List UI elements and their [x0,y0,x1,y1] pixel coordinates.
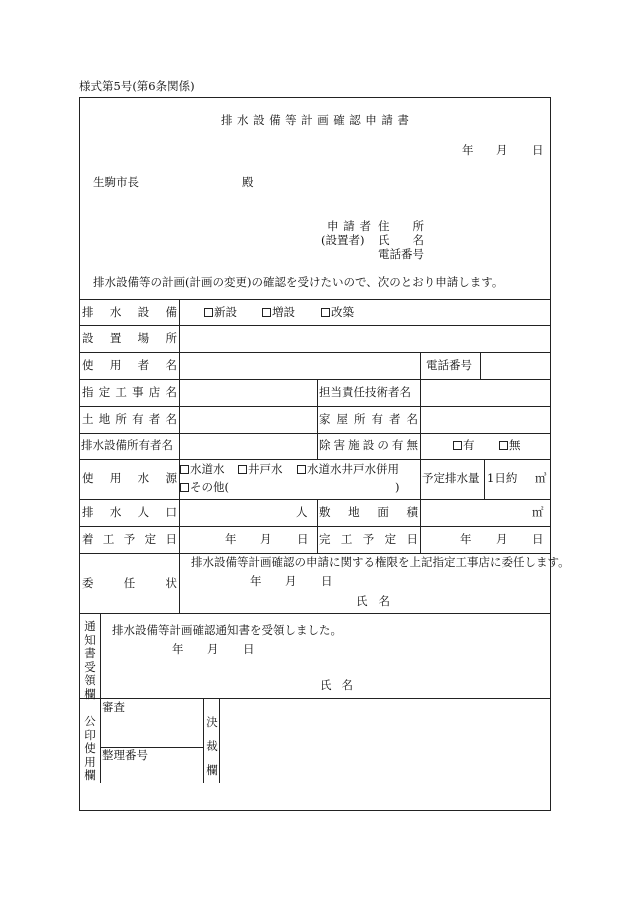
divider [80,299,550,300]
checkbox-icon [297,465,306,474]
checkbox-icon [262,308,271,317]
row-label-contractor: 指 定 工 事 店 名 [82,385,177,399]
row-label-delegation: 委 任 状 [82,576,177,590]
checkbox-icon [453,441,462,450]
option-no[interactable]: 無 [499,440,521,452]
row-label-drain-population: 排 水 人 口 [82,505,177,519]
row-label-drainage-facility: 排 水 設 備 [82,305,177,319]
applicant-address-label: 住 所 [378,219,424,233]
option-rebuild[interactable]: 改築 [321,307,354,319]
finish-month: 月 [496,532,508,546]
divider [203,698,204,783]
number-label: 整理番号 [102,748,148,762]
divider [219,698,220,783]
divider [80,406,550,407]
daily-prefix: 1日約 [487,471,518,485]
form-title: 排 水 設 備 等 計 画 確 認 申 請 書 [221,113,409,127]
divider [80,433,550,434]
notice-receipt-text: 排水設備等計画確認通知書を受領しました。 [112,623,342,637]
notice-year: 年 [172,642,184,656]
user-phone-label: 電話番号 [426,358,472,372]
start-day: 日 [297,532,309,546]
area-unit: ㎡ [532,505,544,519]
option-yes[interactable]: 有 [453,440,475,452]
form-number: 様式第5号(第6条関係) [79,79,195,93]
applicant-phone-label: 電話番号 [378,247,424,261]
option-tap-water[interactable]: 水道水 [180,464,225,476]
divider [100,613,101,783]
checkbox-icon [180,465,189,474]
row-label-user: 使 用 者 名 [82,358,177,372]
approval-label: 決裁欄 [206,715,218,777]
divider [80,698,550,699]
date-month: 月 [496,143,508,157]
delegation-name-label: 氏 名 [356,594,390,608]
official-use-label: 公印使用欄 [84,714,96,782]
divider [317,499,318,553]
applicant-name-label: 氏 名 [378,233,424,247]
delegation-month: 月 [285,574,297,588]
engineer-label: 担当責任技術者名 [319,385,411,399]
checkbox-icon [238,465,247,474]
start-month: 月 [260,532,272,546]
divider [484,459,485,499]
finish-day: 日 [532,532,544,546]
row-label-start-date: 着 工 予 定 日 [82,532,177,546]
removal-facility-label: 除 害 施 設 の 有 無 [319,438,418,452]
review-label: 審査 [102,700,125,714]
finish-year: 年 [460,532,472,546]
site-area-label: 敷 地 面 積 [319,505,418,519]
notice-receipt-label: 通知書受領欄 [84,619,96,701]
population-unit: 人 [296,505,308,519]
option-combined[interactable]: 水道水井戸水併用 [297,464,399,476]
applicant-role: 申 請 者 [327,219,371,233]
divider [80,379,550,380]
delegation-day: 日 [321,574,333,588]
checkbox-icon [499,441,508,450]
divider [480,352,481,379]
label-column-line [179,299,180,613]
divider [80,459,550,460]
notice-name-label: 氏 名 [320,678,353,692]
row-label-facility-owner: 排水設備所有者名 [81,438,173,452]
delegation-year: 年 [250,574,262,588]
divider [420,379,421,459]
application-form [79,97,570,811]
row-label-installation-place: 設 置 場 所 [82,331,177,345]
house-owner-label: 家 屋 所 有 者 名 [319,412,418,426]
date-day: 日 [532,143,544,157]
delegation-text: 排水設備等計画確認の申請に関する権限を上記指定工事店に委任します。 [191,555,570,569]
other-close: ) [395,480,400,494]
divider [80,526,550,527]
addressee-honorific: 殿 [242,175,254,189]
divider [420,352,421,379]
notice-day: 日 [243,642,255,656]
intro-sentence: 排水設備等の計画(計画の変更)の確認を受けたいので、次のとおり申請します。 [93,275,504,289]
planned-drain-label: 予定排水量 [422,471,480,485]
row-label-water-source: 使 用 水 源 [82,471,177,485]
date-year: 年 [462,143,474,157]
applicant-role-sub: (設置者) [321,233,365,247]
divider [80,325,550,326]
start-year: 年 [225,532,237,546]
row-label-land-owner: 土 地 所 有 者 名 [82,412,177,426]
volume-unit: ㎥ [535,471,547,485]
checkbox-icon [180,483,189,492]
checkbox-icon [321,308,330,317]
divider [80,499,550,500]
option-extension[interactable]: 増設 [262,307,295,319]
finish-date-label: 完 工 予 定 日 [319,532,418,546]
divider [80,613,550,614]
checkbox-icon [204,308,213,317]
divider [420,459,421,553]
divider [80,553,550,554]
option-new[interactable]: 新設 [204,307,237,319]
notice-month: 月 [207,642,219,656]
divider [317,379,318,459]
option-other[interactable]: その他( [180,482,229,494]
addressee-name: 生駒市長 [93,175,139,189]
option-well-water[interactable]: 井戸水 [238,464,283,476]
